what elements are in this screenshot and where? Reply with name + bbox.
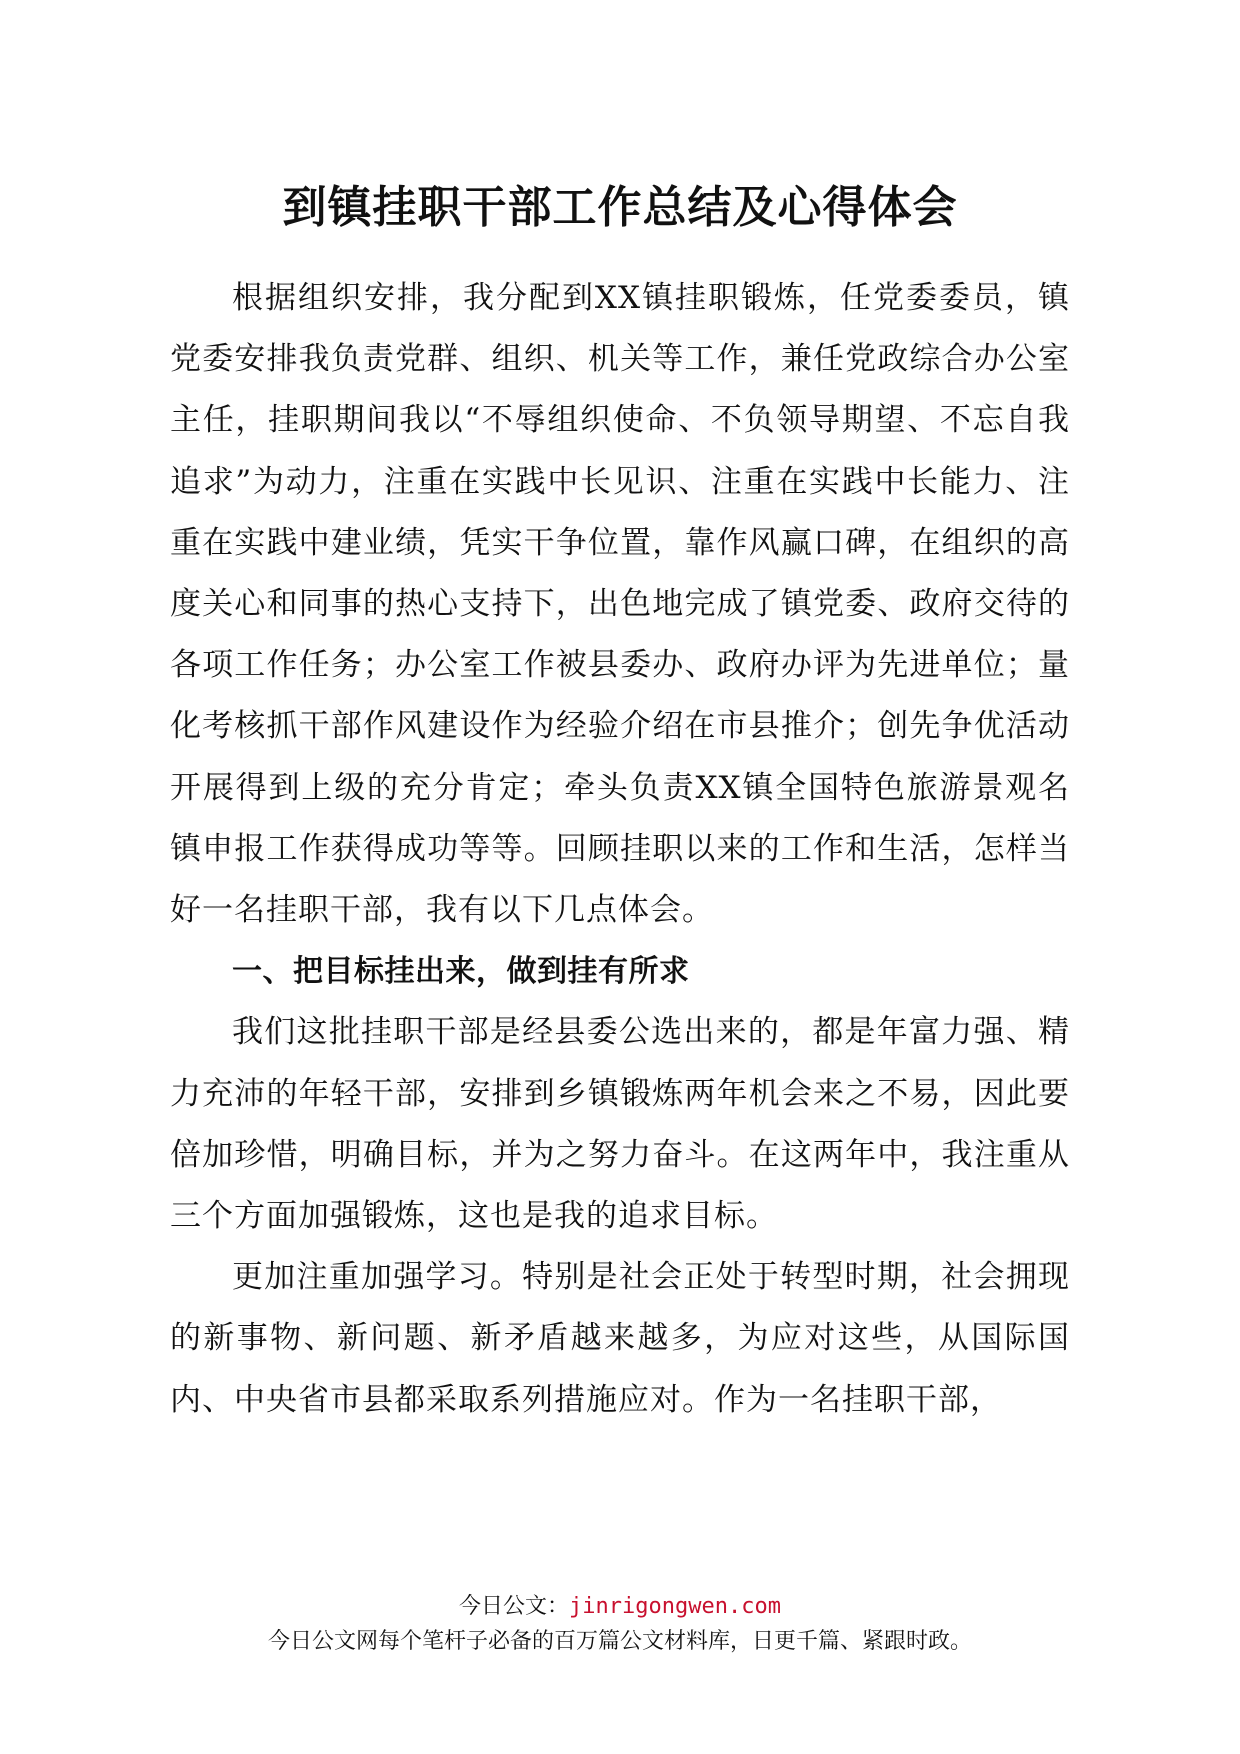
footer-source-label: 今日公文： (459, 1594, 570, 1619)
section-heading-1: 一、把目标挂出来，做到挂有所求 (232, 954, 690, 990)
section1-paragraph-2: 更加注重加强学习。特别是社会正处于转型时期，社会拥现的新事物、新问题、新矛盾越来越多，为应对这些，从国际国内、中央省市县都采取系列措施应对。作为一名挂职干部， (170, 1259, 1070, 1418)
section1-paragraph-1: 我们这批挂职干部是经县委公选出来的，都是年富力强、精力充沛的年轻干部，安排到乡镇锻炼两年机会来之不易，因此要倍加珍惜，明确目标，并为之努力奋斗。在这两年中，我注重从三个方面加强锻炼，这也是我的追求目标。 (170, 1014, 1070, 1235)
intro-paragraph: 根据组织安排，我分配到XX镇挂职锻炼，任党委委员，镇党委安排我负责党群、组织、机关等工作，兼任党政综合办公室主任，挂职期间我以“不辱组织使命、不负领导期望、不忘自我追求”为动力，注重在实践中长见识、注重在实践中长能力、注重在实践中建业绩，凭实干争位置，靠作风赢口碑，在组织的高度关心和同事的热心支持下，出色地完成了镇党委、政府交待的各项工作任务；办公室工作被县委办、政府办评为先进单位；量化考核抓干部作风建设作为经验介绍在市县推介；创先争优活动开展得到上级的充分肯定；牵头负责XX镇全国特色旅游景观名镇申报工作获得成功等等。回顾挂职以来的工作和生活，怎样当好一名挂职干部，我有以下几点体会。 (170, 280, 1070, 929)
footer-slogan: 今日公文网每个笔杆子必备的百万篇公文材料库，日更千篇、紧跟时政。 (267, 1629, 972, 1654)
document-title: 到镇挂职干部工作总结及心得体会 (282, 182, 958, 233)
footer-site-link[interactable]: jinrigongwen.com (569, 1594, 781, 1619)
footer-source (0, 1592, 1240, 1622)
document-body (170, 268, 1070, 1431)
